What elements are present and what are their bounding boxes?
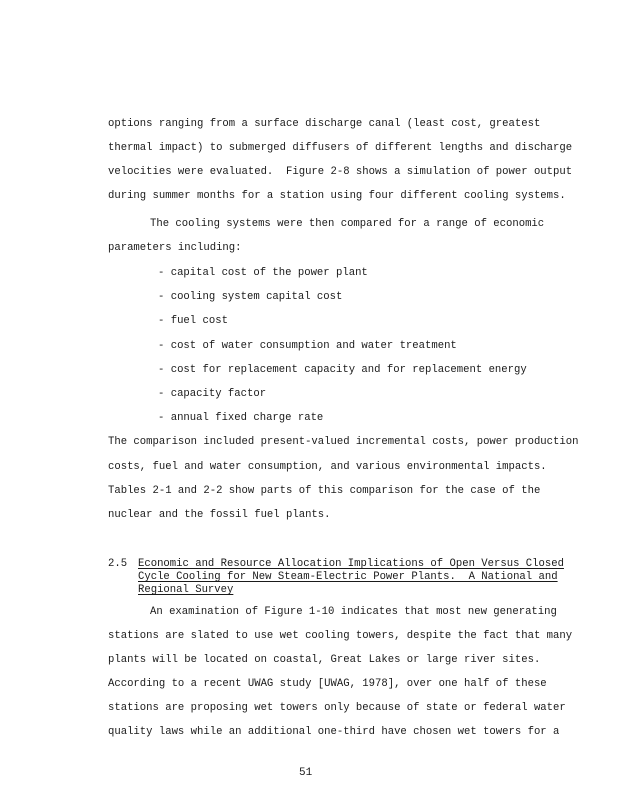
- body-text-line: nuclear and the fossil fuel plants.: [108, 509, 331, 521]
- body-text-line: According to a recent UWAG study [UWAG, 1978], over one half of these: [108, 678, 547, 690]
- body-text-line: thermal impact) to submerged diffusers of different lengths and discharge: [108, 142, 573, 154]
- body-text-line: costs, fuel and water consumption, and various environmental impacts.: [108, 461, 547, 473]
- body-text-line: plants will be located on coastal, Great Lakes or large river sites.: [108, 654, 541, 666]
- list-item: - capacity factor: [158, 388, 267, 400]
- body-text-line: stations are proposing wet towers only because of state or federal water: [108, 702, 566, 714]
- section-title-line: Economic and Resource Allocation Implications of Open Versus Closed: [138, 558, 564, 570]
- section-title-line: Regional Survey: [138, 584, 234, 596]
- body-text-line: Tables 2-1 and 2-2 show parts of this comparison for the case of the: [108, 485, 541, 497]
- body-text-line: The cooling systems were then compared for a range of economic: [150, 218, 545, 230]
- body-text-line: An examination of Figure 1-10 indicates that most new generating: [150, 606, 557, 618]
- page-number: 51: [299, 767, 313, 779]
- body-text-line: stations are slated to use wet cooling towers, despite the fact that many: [108, 630, 573, 642]
- body-text-line: The comparison included present-valued incremental costs, power production: [108, 436, 579, 448]
- body-text-line: quality laws while an additional one-third have chosen wet towers for a: [108, 726, 560, 738]
- list-item: - cost of water consumption and water treatment: [158, 340, 457, 352]
- section-title-line: Cycle Cooling for New Steam-Electric Power Plants. A National and: [138, 571, 558, 583]
- body-text-line: during summer months for a station using four different cooling systems.: [108, 190, 566, 202]
- body-text-line: parameters including:: [108, 242, 242, 254]
- list-item: - fuel cost: [158, 315, 228, 327]
- section-number: 2.5: [108, 558, 128, 570]
- list-item: - annual fixed charge rate: [158, 412, 324, 424]
- body-text-line: velocities were evaluated. Figure 2-8 shows a simulation of power output: [108, 166, 573, 178]
- body-text-line: options ranging from a surface discharge canal (least cost, greatest: [108, 118, 541, 130]
- list-item: - cost for replacement capacity and for replacement energy: [158, 364, 527, 376]
- list-item: - cooling system capital cost: [158, 291, 343, 303]
- list-item: - capital cost of the power plant: [158, 267, 368, 279]
